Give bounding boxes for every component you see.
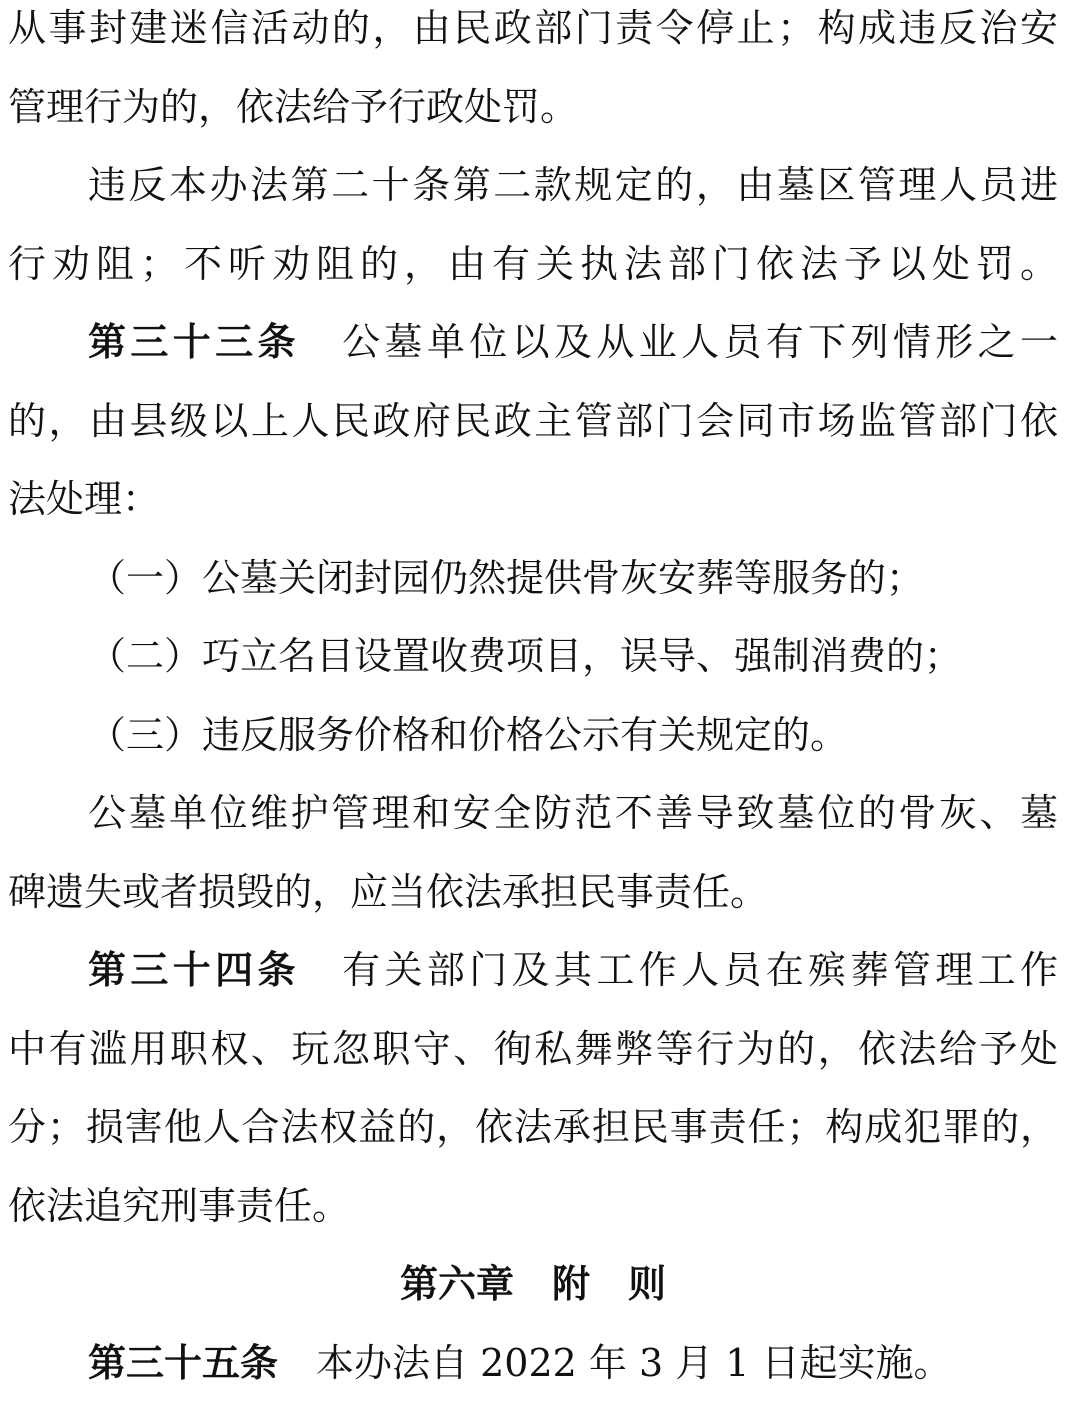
line-text: 分；损害他人合法权益的，依法承担民事责任；构成犯罪的， (8, 1105, 1058, 1149)
line-text: 碑遗失或者损毁的，应当依法承担民事责任。 (8, 870, 768, 914)
line-text: （二）巧立名目设置收费项目，误导、强制消费的； (88, 634, 962, 678)
line-text: 法处理： (8, 477, 160, 521)
line-text: 有关部门及其工作人员在殡葬管理工作 (300, 948, 1058, 992)
text-line (8, 1324, 1058, 1402)
document-body (8, 0, 1058, 1402)
article-number: 第三十三条 (88, 320, 300, 364)
text-line (8, 931, 1058, 1010)
article-number: 第三十四条 (88, 948, 300, 992)
text-line (8, 774, 1058, 853)
line-text: 违反本办法第二十条第二款规定的，由墓区管理人员进 (88, 163, 1058, 207)
text-line (8, 1010, 1058, 1089)
line-text: 本办法自 2022 年 3 月 1 日起实施。 (278, 1341, 952, 1385)
line-text: 公墓单位维护管理和安全防范不善导致墓位的骨灰、墓 (88, 791, 1058, 835)
line-text: 依法追究刑事责任。 (8, 1184, 350, 1228)
text-line (8, 460, 1058, 539)
text-line (8, 146, 1058, 225)
text-line (8, 68, 1058, 147)
text-line (8, 303, 1058, 382)
line-text: 从事封建迷信活动的，由民政部门责令停止；构成违反治安 (8, 6, 1058, 50)
text-line (8, 539, 1058, 618)
text-line (8, 1167, 1058, 1246)
line-text: （三）违反服务价格和价格公示有关规定的。 (88, 713, 848, 757)
line-text: （一）公墓关闭封园仍然提供骨灰安葬等服务的； (88, 556, 924, 600)
text-line (8, 696, 1058, 775)
line-text: 中有滥用职权、玩忽职守、徇私舞弊等行为的，依法给予处 (8, 1027, 1058, 1071)
text-line (8, 382, 1058, 461)
text-line (8, 0, 1058, 68)
line-text: 公墓单位以及从业人员有下列情形之一 (300, 320, 1058, 364)
line-text: 行劝阻；不听劝阻的，由有关执法部门依法予以处罚。 (8, 242, 1058, 286)
line-text: 管理行为的，依法给予行政处罚。 (8, 85, 578, 129)
chapter-heading (8, 1245, 1058, 1324)
line-text: 的，由县级以上人民政府民政主管部门会同市场监管部门依 (8, 399, 1058, 443)
text-line (8, 1088, 1058, 1167)
article-number: 第三十五条 (88, 1341, 278, 1385)
chapter-title: 第六章 附 则 (400, 1262, 666, 1306)
text-line (8, 225, 1058, 304)
text-line (8, 853, 1058, 932)
text-line (8, 617, 1058, 696)
